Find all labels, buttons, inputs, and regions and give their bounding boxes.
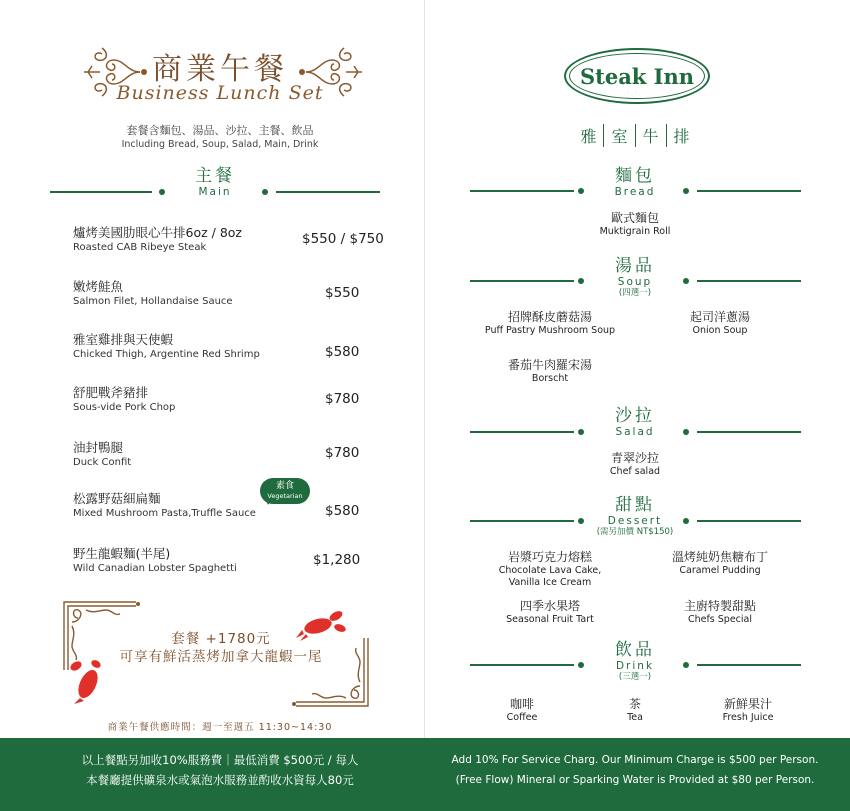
soup-item-zh: 番茄牛肉羅宋湯 xyxy=(507,358,592,372)
dessert-item xyxy=(485,550,615,589)
logo-char: 牛 xyxy=(635,124,666,147)
page-fold xyxy=(424,0,425,738)
includes-zh: 套餐含麵包、湯品、沙拉、主餐、飲品 xyxy=(126,124,314,137)
bread-item xyxy=(565,211,705,238)
set-includes xyxy=(90,124,350,151)
salad-heading-en: Salad xyxy=(615,426,655,438)
item-price: $780 xyxy=(325,391,360,407)
item-price: $780 xyxy=(325,445,360,461)
soup-item xyxy=(470,310,630,337)
footer-en-line: Add 10% For Service Charg. Our Minimum Charge is $500 per Person. xyxy=(451,754,819,766)
dessert-item-zh: 四季水果塔 xyxy=(519,599,580,613)
section-bread-heading xyxy=(595,166,675,198)
salad-item-en: Chef salad xyxy=(609,466,661,477)
bread-rule-right xyxy=(697,190,801,192)
salad-item-zh: 青翠沙拉 xyxy=(610,451,659,465)
bread-heading-en: Bread xyxy=(614,186,656,198)
main-rule-right xyxy=(276,191,380,193)
dessert-item-zh: 溫烤純奶焦糖布丁 xyxy=(671,550,768,564)
footer-zh-line: 以上餐點另加收10%服務費｜最低消費 $500元 / 每人 xyxy=(81,753,359,767)
main-rule-left xyxy=(50,191,152,193)
item-name-en: Mixed Mushroom Pasta,Truffle Sauce xyxy=(73,508,256,519)
drink-rule-right xyxy=(697,664,801,666)
item-name-en: Roasted CAB Ribeye Steak xyxy=(73,242,207,253)
bread-heading-zh: 麵包 xyxy=(615,166,655,186)
section-dessert-heading xyxy=(585,495,685,538)
soup-item-en: Puff Pastry Mushroom Soup xyxy=(484,325,616,336)
dessert-heading-zh: 甜點 xyxy=(615,495,655,515)
soup-dot-left xyxy=(578,278,584,284)
salad-heading-zh: 沙拉 xyxy=(615,406,655,426)
dessert-dot-left xyxy=(578,518,584,524)
soup-item xyxy=(490,358,610,385)
dessert-item-zh: 岩漿巧克力熔糕 xyxy=(507,550,592,564)
soup-item-en: Onion Soup xyxy=(692,325,748,336)
drink-item-en: Fresh Juice xyxy=(722,712,774,723)
item-name-zh: 舒肥戰斧豬排 xyxy=(73,385,149,400)
item-name-zh: 嫩烤鮭魚 xyxy=(73,279,124,294)
item-price: $580 xyxy=(325,344,360,360)
item-name-zh: 雅室雞排與天使蝦 xyxy=(73,332,174,347)
dessert-rule-left xyxy=(470,520,574,522)
drink-heading-en: Drink xyxy=(615,660,655,672)
item-price: $580 xyxy=(325,503,360,519)
dessert-heading-en: Dessert xyxy=(607,515,663,527)
soup-dot-right xyxy=(683,278,689,284)
soup-item-zh: 招牌酥皮蘑菇湯 xyxy=(507,310,592,324)
dessert-rule-right xyxy=(697,520,801,522)
item-name-zh: 松露野菇細扁麵 xyxy=(73,491,161,506)
main-dot-left xyxy=(159,189,165,195)
logo-text: Steak Inn xyxy=(579,63,695,89)
drink-rule-left xyxy=(470,664,574,666)
item-name-en: Chicked Thigh, Argentine Red Shrimp xyxy=(73,349,260,360)
dessert-item-en: Seasonal Fruit Tart xyxy=(506,614,594,625)
dessert-item-en: Vanilla Ice Cream xyxy=(508,577,592,588)
soup-heading-en: Soup xyxy=(617,276,653,288)
drink-heading-zh: 飲品 xyxy=(615,640,655,660)
menu-title-zh: 商業午餐 xyxy=(152,52,288,87)
lobster-promo xyxy=(96,630,346,666)
drink-item xyxy=(700,697,796,724)
drink-item xyxy=(482,697,562,724)
item-name-en: Sous-vide Pork Chop xyxy=(73,402,176,413)
soup-item-en: Borscht xyxy=(531,373,569,384)
dessert-note: (需另加價 NT$150) xyxy=(596,527,674,537)
drink-item-zh: 茶 xyxy=(628,697,641,711)
logo-subtitle xyxy=(560,124,710,147)
section-soup-heading xyxy=(595,256,675,299)
main-dot-right xyxy=(262,189,268,195)
drink-item-en: Tea xyxy=(627,712,643,723)
bread-dot-left xyxy=(578,188,584,194)
promo-price: 套餐 +1780元 xyxy=(171,631,271,647)
footer-bar xyxy=(0,738,850,811)
drink-item-zh: 咖啡 xyxy=(509,697,534,711)
footer-en-line: (Free Flow) Mineral or Sparking Water is Provided at $80 per Person. xyxy=(455,774,815,786)
lunch-hours: 商業午餐供應時間：週一至週五 11:30~14:30 xyxy=(107,722,333,733)
bread-rule-left xyxy=(470,190,574,192)
item-name-en: Wild Canadian Lobster Spaghetti xyxy=(73,563,237,574)
dessert-dot-right xyxy=(683,518,689,524)
dessert-item-en: Chefs Special xyxy=(687,614,753,625)
drink-dot-right xyxy=(683,662,689,668)
soup-rule-right xyxy=(697,280,801,282)
logo-char: 室 xyxy=(603,124,634,147)
section-drink-heading xyxy=(595,640,675,683)
section-salad-heading xyxy=(595,406,675,438)
main-heading-en: Main xyxy=(198,186,232,198)
item-price: $550 xyxy=(325,285,360,301)
includes-en: Including Bread, Soup, Salad, Main, Drink xyxy=(121,139,319,150)
item-price: $1,280 xyxy=(313,552,361,568)
soup-note: (四選一) xyxy=(618,288,652,298)
promo-description: 可享有鮮活蒸烤加拿大龍蝦一尾 xyxy=(119,649,323,665)
veg-badge-zh: 素食 xyxy=(275,481,294,491)
drink-item xyxy=(595,697,675,724)
soup-item-zh: 起司洋蔥湯 xyxy=(689,310,750,324)
footer-zh-line: 本餐廳提供礦泉水或氣泡水服務並酌收水資每人80元 xyxy=(86,773,354,787)
item-name-zh: 野生龍蝦麵(半尾) xyxy=(73,546,171,561)
main-heading-zh: 主餐 xyxy=(195,166,235,186)
logo-char: 排 xyxy=(666,124,697,147)
soup-rule-left xyxy=(470,280,574,282)
bread-item-zh: 歐式麵包 xyxy=(610,211,659,225)
bread-dot-right xyxy=(683,188,689,194)
footer-notice-zh xyxy=(40,750,400,790)
item-name-en: Salmon Filet, Hollandaise Sauce xyxy=(73,296,233,307)
section-main-heading xyxy=(170,166,260,198)
item-name-zh: 爐烤美國肋眼心牛排6oz / 8oz xyxy=(73,225,242,240)
drink-item-en: Coffee xyxy=(506,712,538,723)
dessert-item-en: Chocolate Lava Cake, xyxy=(498,565,602,576)
item-name-en: Duck Confit xyxy=(73,457,132,468)
dessert-item xyxy=(655,550,785,577)
logo-char: 雅 xyxy=(580,127,597,146)
salad-item xyxy=(575,451,695,478)
item-price: $550 / $750 xyxy=(302,231,384,247)
steak-inn-logo xyxy=(564,48,710,104)
salad-dot-right xyxy=(683,429,689,435)
soup-heading-zh: 湯品 xyxy=(615,256,655,276)
veg-badge-en: Vegetarian xyxy=(267,492,303,500)
salad-dot-left xyxy=(578,429,584,435)
menu-title-en: Business Lunch Set xyxy=(116,82,324,104)
bread-item-en: Muktigrain Roll xyxy=(599,226,671,237)
drink-note: (三選一) xyxy=(618,672,652,682)
dessert-item-zh: 主廚特製甜點 xyxy=(683,599,756,613)
dessert-item xyxy=(655,599,785,626)
dessert-item-en: Caramel Pudding xyxy=(679,565,761,576)
drink-item-zh: 新鮮果汁 xyxy=(723,697,772,711)
footer-notice-en xyxy=(440,750,830,790)
item-name-zh: 油封鴨腿 xyxy=(73,440,124,455)
salad-rule-right xyxy=(697,431,801,433)
salad-rule-left xyxy=(470,431,574,433)
dessert-item xyxy=(485,599,615,626)
drink-dot-left xyxy=(578,662,584,668)
soup-item xyxy=(670,310,770,337)
